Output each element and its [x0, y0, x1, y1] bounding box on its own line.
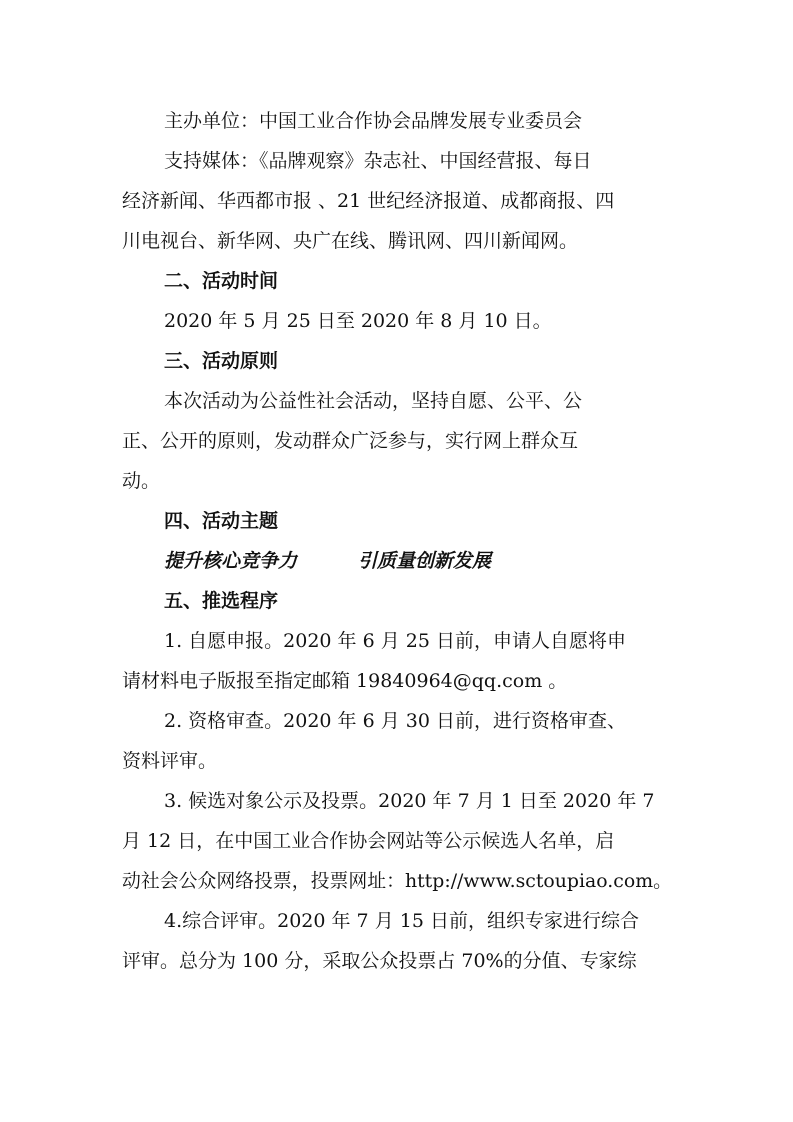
section-5-heading-text: 五、推选程序	[164, 590, 279, 612]
step-1-text-2: 请材料电子版报至指定邮箱 19840964@qq.com 。	[122, 670, 568, 692]
step-1-text-1: 1. 自愿申报。2020 年 6 月 25 日前，申请人自愿将申	[164, 630, 626, 652]
section-3-text-3: 动。	[122, 470, 161, 492]
section-3-text-1: 本次活动为公益性社会活动，坚持自愿、公平、公	[164, 390, 583, 412]
section-4-heading-text: 四、活动主题	[164, 510, 279, 532]
section-2-heading-text: 二、活动时间	[164, 270, 279, 292]
section-3-text-2: 正、公开的原则，发动群众广泛参与，实行网上群众互	[122, 430, 579, 452]
step-2-text-2: 资料评审。	[122, 750, 218, 772]
media-text-3: 川电视台、新华网、央广在线、腾讯网、四川新闻网。	[122, 230, 579, 252]
theme-part-a: 提升核心竞争力	[164, 550, 298, 572]
step-3-text-2: 月 12 日，在中国工业合作协会网站等公示候选人名单，启	[122, 830, 615, 852]
step-4-text-2: 评审。总分为 100 分，采取公众投票占 70%的分值、专家综	[122, 950, 637, 972]
organizer-text: 主办单位：中国工业合作协会品牌发展专业委员会	[164, 110, 583, 132]
media-text-2: 经济新闻、华西都市报 、21 世纪经济报道、成都商报、四	[122, 190, 615, 212]
section-3-heading-text: 三、活动原则	[164, 350, 279, 372]
media-text-1: 支持媒体：《品牌观察》杂志社、中国经营报、每日	[164, 150, 592, 172]
section-2-body-text: 2020 年 5 月 25 日至 2020 年 8 月 10 日。	[164, 310, 552, 332]
step-3-text-1: 3. 候选对象公示及投票。2020 年 7 月 1 日至 2020 年 7	[164, 790, 655, 812]
step-3-text-3: 动社会公众网络投票，投票网址：http://www.sctoupiao.com。	[122, 870, 672, 892]
step-4-text-1: 4.综合评审。2020 年 7 月 15 日前，组织专家进行综合	[164, 910, 639, 932]
theme-part-b: 引质量创新发展	[358, 550, 492, 572]
step-2-text-1: 2. 资格审查。2020 年 6 月 30 日前，进行资格审查、	[164, 710, 626, 732]
